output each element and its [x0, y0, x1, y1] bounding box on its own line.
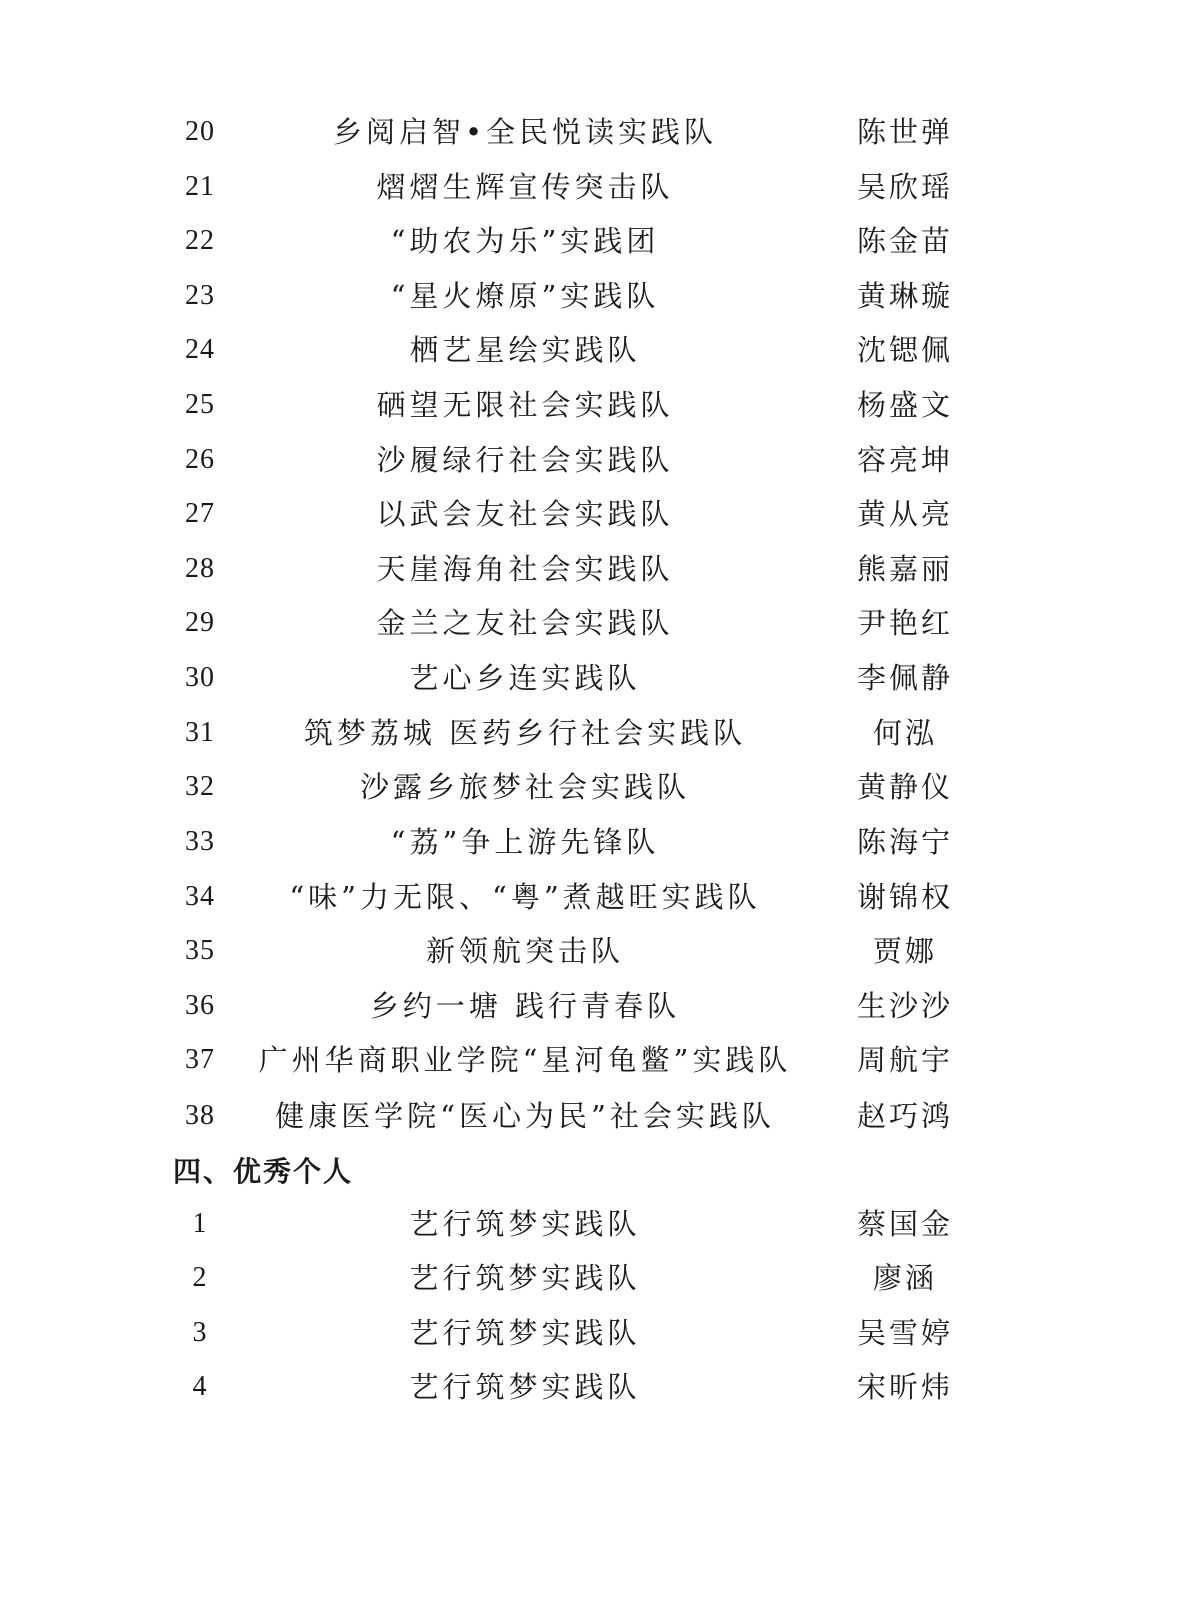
table-row — [0, 713, 1179, 753]
person-name: 蔡国金 — [856, 1207, 953, 1241]
team-name: 硒望无限社会实践队 — [376, 388, 674, 422]
team-name: 艺心乡连实践队 — [409, 661, 641, 695]
person-name: 贾娜 — [872, 934, 937, 968]
person-name: 何泓 — [872, 716, 937, 750]
person-name: 黄琳璇 — [856, 279, 953, 313]
team-name: 沙露乡旅梦社会实践队 — [359, 770, 690, 804]
table-row — [0, 385, 1179, 425]
table-row — [0, 1096, 1179, 1136]
team-name: 乡约一塘 践行青春队 — [369, 989, 681, 1023]
section-heading: 四、优秀个人 — [173, 1155, 354, 1188]
team-name: 天崖海角社会实践队 — [376, 552, 674, 586]
row-number: 22 — [185, 225, 215, 256]
team-name: 乡阅启智•全民悦读实践队 — [332, 115, 718, 149]
table-row — [0, 167, 1179, 207]
row-number: 38 — [185, 1100, 215, 1131]
team-name: 筑梦荔城 医药乡行社会实践队 — [303, 716, 747, 750]
team-name: 金兰之友社会实践队 — [376, 606, 674, 640]
person-name: 黄从亮 — [856, 497, 953, 531]
table-row — [0, 931, 1179, 971]
row-number: 21 — [185, 171, 215, 202]
row-number: 25 — [185, 389, 215, 420]
person-name: 李佩静 — [856, 661, 953, 695]
table-row — [0, 440, 1179, 480]
team-name: 以武会友社会实践队 — [376, 497, 674, 531]
person-name: 吴雪婷 — [856, 1316, 953, 1350]
row-number: 2 — [192, 1262, 208, 1293]
table-row — [0, 112, 1179, 152]
row-number: 24 — [185, 334, 215, 365]
row-number: 32 — [185, 771, 215, 802]
person-name: 周航宇 — [856, 1043, 953, 1077]
person-name: 生沙沙 — [856, 989, 953, 1023]
person-name: 熊嘉丽 — [856, 552, 953, 586]
table-row — [0, 1367, 1179, 1407]
person-name: 宋昕炜 — [856, 1370, 953, 1404]
table-row — [0, 1040, 1179, 1080]
row-number: 28 — [185, 553, 215, 584]
team-name: 艺行筑梦实践队 — [409, 1207, 641, 1241]
team-name: “荔”争上游先锋队 — [390, 825, 660, 859]
table-row — [0, 276, 1179, 316]
person-name: 廖涵 — [872, 1261, 937, 1295]
table-row — [0, 603, 1179, 643]
row-number: 37 — [185, 1044, 215, 1075]
team-name: 新领航突击队 — [425, 934, 624, 968]
team-name: 栖艺星绘实践队 — [409, 333, 641, 367]
row-number: 34 — [185, 881, 215, 912]
team-name: “助农为乐”实践团 — [390, 224, 660, 258]
person-name: 沈锶佩 — [856, 333, 953, 367]
person-name: 陈海宁 — [856, 825, 953, 859]
team-name: 熠熠生辉宣传突击队 — [376, 170, 674, 204]
table-row — [0, 1258, 1179, 1298]
row-number: 1 — [192, 1208, 208, 1239]
person-name: 陈世弹 — [856, 115, 953, 149]
table-row — [0, 986, 1179, 1026]
row-number: 36 — [185, 990, 215, 1021]
row-number: 4 — [192, 1371, 208, 1402]
table-row — [0, 1313, 1179, 1353]
person-name: 赵巧鸿 — [856, 1099, 953, 1133]
row-number: 31 — [185, 717, 215, 748]
person-name: 陈金苗 — [856, 224, 953, 258]
team-name: 艺行筑梦实践队 — [409, 1316, 641, 1350]
row-number: 35 — [185, 935, 215, 966]
person-name: 吴欣瑶 — [856, 170, 953, 204]
row-number: 20 — [185, 116, 215, 147]
team-name: “味”力无限、“粤”煮越旺实践队 — [289, 880, 761, 914]
row-number: 33 — [185, 826, 215, 857]
person-name: 容亮坤 — [856, 443, 953, 477]
table-row — [0, 330, 1179, 370]
row-number: 30 — [185, 662, 215, 693]
team-name: 广州华商职业学院“星河龟鳖”实践队 — [258, 1043, 792, 1077]
table-row — [0, 221, 1179, 261]
row-number: 3 — [192, 1317, 208, 1348]
team-name: 艺行筑梦实践队 — [409, 1370, 641, 1404]
table-row — [0, 1204, 1179, 1244]
person-name: 尹艳红 — [856, 606, 953, 640]
team-name: 艺行筑梦实践队 — [409, 1261, 641, 1295]
table-row — [0, 877, 1179, 917]
row-number: 26 — [185, 444, 215, 475]
table-row — [0, 767, 1179, 807]
table-row — [0, 494, 1179, 534]
team-name: “星火燎原”实践队 — [390, 279, 660, 313]
row-number: 27 — [185, 498, 215, 529]
team-name: 沙履绿行社会实践队 — [376, 443, 674, 477]
row-number: 29 — [185, 607, 215, 638]
team-name: 健康医学院“医心为民”社会实践队 — [275, 1099, 775, 1133]
table-row — [0, 549, 1179, 589]
person-name: 黄静仪 — [856, 770, 953, 804]
table-row — [0, 822, 1179, 862]
table-row — [0, 658, 1179, 698]
row-number: 23 — [185, 280, 215, 311]
person-name: 谢锦权 — [856, 880, 953, 914]
person-name: 杨盛文 — [856, 388, 953, 422]
